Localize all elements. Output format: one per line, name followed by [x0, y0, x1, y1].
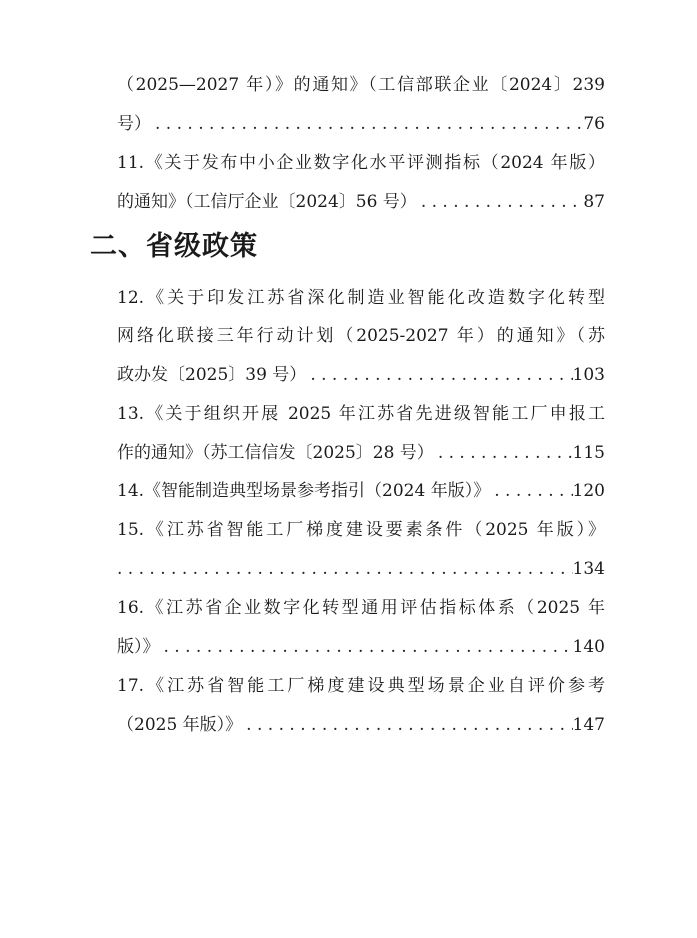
toc-entry-16-page: 140	[572, 637, 605, 657]
toc-entry-12-text: 政办发〔2025〕39 号）	[117, 365, 307, 385]
section-heading-provincial-policy: 二、省级政策	[90, 231, 258, 262]
toc-entry-12-line-2[interactable]: 网络化联接三年行动计划（2025-2027 年）的通知》（苏	[117, 326, 605, 346]
dot-leader	[242, 712, 572, 738]
toc-entry-17-page: 147	[572, 715, 605, 735]
toc-entry-15-line-1[interactable]: 15.《江苏省智能工厂梯度建设要素条件（2025 年版）》	[117, 520, 605, 540]
toc-entry-13-line-2[interactable]	[117, 440, 605, 466]
dot-leader	[434, 440, 573, 466]
toc-entry-15-line-2[interactable]	[117, 556, 605, 582]
dot-leader	[306, 362, 572, 388]
dot-leader	[490, 478, 572, 504]
dot-leader	[160, 634, 573, 660]
toc-entry-10-line-1: （2025—2027 年）》的通知》（工信部联企业〔2024〕239	[117, 75, 605, 95]
toc-entry-16-text: 版）》	[117, 637, 160, 657]
toc-entry-14-page: 120	[572, 481, 605, 501]
toc-entry-16-line-2[interactable]	[117, 634, 605, 660]
toc-entry-17-line-2[interactable]	[117, 712, 605, 738]
dot-leader	[151, 111, 583, 137]
dot-leader	[417, 189, 584, 215]
toc-entry-13-text: 作的通知》（苏工信信发〔2025〕28 号）	[117, 443, 434, 463]
toc-entry-13-page: 115	[572, 443, 605, 463]
toc-entry-11-text: 的通知》（工信厅企业〔2024〕56 号）	[117, 192, 417, 212]
toc-entry-11-line-2[interactable]	[117, 189, 605, 215]
dot-leader	[117, 556, 573, 582]
toc-entry-17-line-1[interactable]: 17.《江苏省智能工厂梯度建设典型场景企业自评价参考	[117, 676, 605, 696]
toc-entry-13-line-1[interactable]: 13.《关于组织开展 2025 年江苏省先进级智能工厂申报工	[117, 404, 605, 424]
toc-entry-17-text: （2025 年版）》	[117, 715, 243, 735]
toc-entry-14-text: 14.《智能制造典型场景参考指引（2024 年版）》	[117, 481, 491, 501]
toc-entry-14-line-1[interactable]	[117, 478, 605, 504]
toc-entry-10-line-2[interactable]	[117, 111, 605, 137]
toc-entry-11-line-1[interactable]: 11.《关于发布中小企业数字化水平评测指标（2024 年版）	[117, 153, 605, 173]
toc-entry-10-page: 76	[583, 114, 605, 134]
toc-entry-15-page: 134	[572, 559, 605, 579]
toc-entry-16-line-1[interactable]: 16.《江苏省企业数字化转型通用评估指标体系（2025 年	[117, 598, 605, 618]
toc-entry-12-line-1[interactable]: 12.《关于印发江苏省深化制造业智能化改造数字化转型	[117, 288, 605, 308]
toc-entry-12-line-3[interactable]	[117, 362, 605, 388]
toc-entry-11-page: 87	[583, 192, 605, 212]
toc-entry-10-text: 号）	[117, 114, 151, 134]
toc-entry-12-page: 103	[572, 365, 605, 385]
